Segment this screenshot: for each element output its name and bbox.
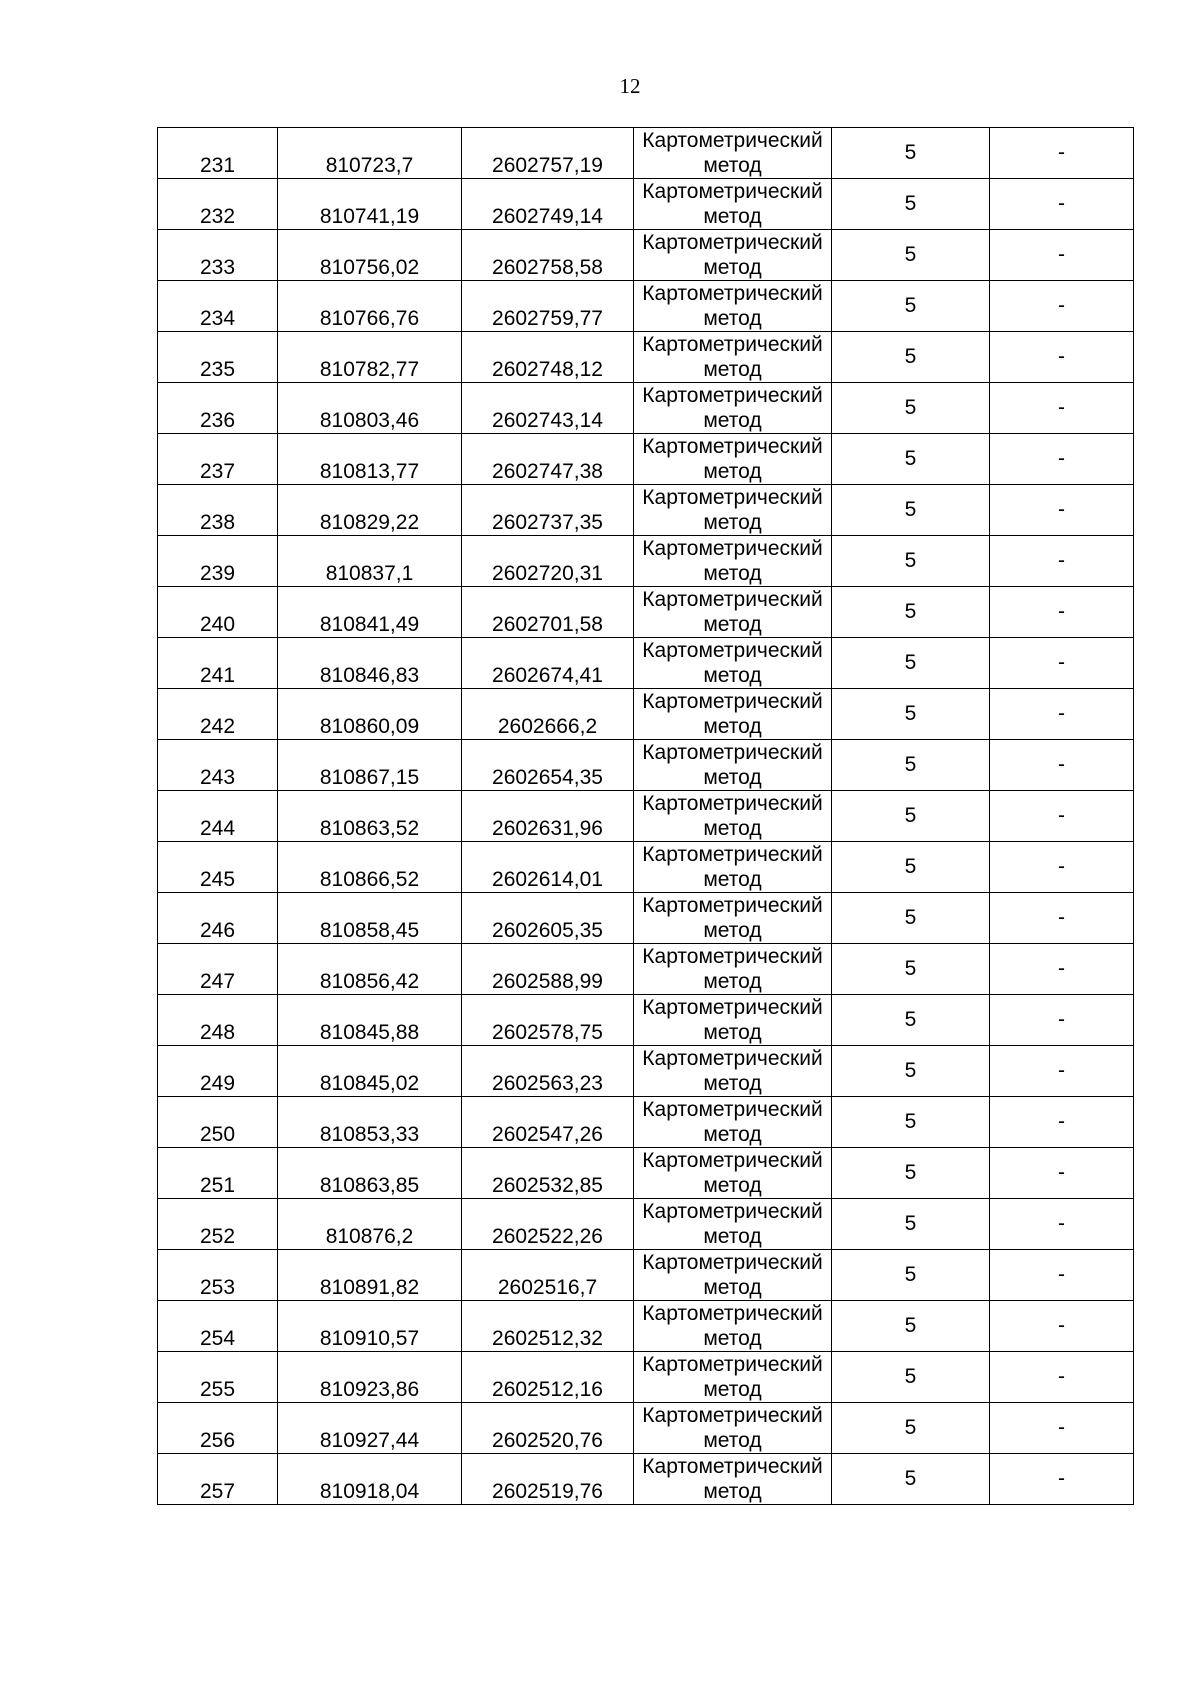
point-number-cell: 252 — [158, 1199, 278, 1250]
accuracy-cell: 5 — [832, 332, 990, 383]
accuracy-cell: 5 — [832, 944, 990, 995]
table-row — [158, 128, 1134, 179]
coordinate-x-cell: 810891,82 — [278, 1250, 462, 1301]
point-number-cell: 242 — [158, 689, 278, 740]
accuracy-cell: 5 — [832, 383, 990, 434]
method-cell — [634, 1046, 832, 1097]
coordinate-y-cell: 2602631,96 — [462, 791, 634, 842]
method-line-2: метод — [703, 562, 762, 585]
accuracy-cell: 5 — [832, 179, 990, 230]
coordinate-x-cell: 810813,77 — [278, 434, 462, 485]
table-row — [158, 638, 1134, 689]
method-cell — [634, 1148, 832, 1199]
accuracy-cell: 5 — [832, 791, 990, 842]
table-row — [158, 1046, 1134, 1097]
method-line-1: Картометрический — [642, 1353, 823, 1376]
point-number-cell: 237 — [158, 434, 278, 485]
method-cell — [634, 1250, 832, 1301]
table-row — [158, 740, 1134, 791]
method-cell — [634, 1352, 832, 1403]
method-line-1: Картометрический — [642, 537, 823, 560]
coordinate-x-cell: 810866,52 — [278, 842, 462, 893]
method-line-2: метод — [703, 1072, 762, 1095]
table-row — [158, 281, 1134, 332]
method-line-1: Картометрический — [642, 1251, 823, 1274]
accuracy-cell: 5 — [832, 893, 990, 944]
method-line-2: метод — [703, 1378, 762, 1401]
method-line-1: Картометрический — [642, 1047, 823, 1070]
table-row — [158, 230, 1134, 281]
coordinate-x-cell: 810841,49 — [278, 587, 462, 638]
coordinate-y-cell: 2602749,14 — [462, 179, 634, 230]
coordinate-x-cell: 810782,77 — [278, 332, 462, 383]
coordinate-y-cell: 2602605,35 — [462, 893, 634, 944]
method-cell — [634, 1199, 832, 1250]
coordinate-y-cell: 2602522,26 — [462, 1199, 634, 1250]
description-cell: - — [990, 587, 1134, 638]
table-row — [158, 383, 1134, 434]
method-cell — [634, 1097, 832, 1148]
accuracy-cell: 5 — [832, 281, 990, 332]
description-cell: - — [990, 434, 1134, 485]
method-line-2: метод — [703, 205, 762, 228]
description-cell: - — [990, 1301, 1134, 1352]
accuracy-cell: 5 — [832, 1097, 990, 1148]
method-line-2: метод — [703, 664, 762, 687]
method-cell — [634, 689, 832, 740]
accuracy-cell: 5 — [832, 1403, 990, 1454]
coordinate-y-cell: 2602759,77 — [462, 281, 634, 332]
description-cell: - — [990, 1148, 1134, 1199]
coordinate-y-cell: 2602563,23 — [462, 1046, 634, 1097]
method-cell — [634, 332, 832, 383]
method-line-1: Картометрический — [642, 1404, 823, 1427]
method-line-2: метод — [703, 613, 762, 636]
table-row — [158, 485, 1134, 536]
method-line-1: Картометрический — [642, 741, 823, 764]
coordinate-y-cell: 2602512,32 — [462, 1301, 634, 1352]
method-line-2: метод — [703, 1174, 762, 1197]
description-cell: - — [990, 281, 1134, 332]
method-line-1: Картометрический — [642, 486, 823, 509]
coordinate-x-cell: 810918,04 — [278, 1454, 462, 1505]
description-cell: - — [990, 995, 1134, 1046]
coordinate-x-cell: 810923,86 — [278, 1352, 462, 1403]
description-cell: - — [990, 536, 1134, 587]
method-line-2: метод — [703, 970, 762, 993]
method-line-2: метод — [703, 766, 762, 789]
coordinates-table — [157, 127, 1134, 1505]
coordinate-x-cell: 810741,19 — [278, 179, 462, 230]
description-cell: - — [990, 842, 1134, 893]
accuracy-cell: 5 — [832, 1046, 990, 1097]
point-number-cell: 250 — [158, 1097, 278, 1148]
method-line-2: метод — [703, 358, 762, 381]
coordinate-y-cell: 2602654,35 — [462, 740, 634, 791]
point-number-cell: 248 — [158, 995, 278, 1046]
method-line-1: Картометрический — [642, 384, 823, 407]
coordinate-x-cell: 810867,15 — [278, 740, 462, 791]
table-row — [158, 791, 1134, 842]
table-row — [158, 1454, 1134, 1505]
description-cell: - — [990, 1352, 1134, 1403]
method-cell — [634, 842, 832, 893]
table-row — [158, 1097, 1134, 1148]
coordinate-x-cell: 810845,02 — [278, 1046, 462, 1097]
accuracy-cell: 5 — [832, 1199, 990, 1250]
coordinate-x-cell: 810860,09 — [278, 689, 462, 740]
method-cell — [634, 995, 832, 1046]
description-cell: - — [990, 128, 1134, 179]
description-cell: - — [990, 1046, 1134, 1097]
description-cell: - — [990, 230, 1134, 281]
method-line-1: Картометрический — [642, 792, 823, 815]
coordinate-y-cell: 2602588,99 — [462, 944, 634, 995]
point-number-cell: 240 — [158, 587, 278, 638]
table-row — [158, 587, 1134, 638]
method-line-2: метод — [703, 1327, 762, 1350]
method-line-2: метод — [703, 511, 762, 534]
coordinate-x-cell: 810863,85 — [278, 1148, 462, 1199]
coordinate-y-cell: 2602747,38 — [462, 434, 634, 485]
method-line-2: метод — [703, 460, 762, 483]
method-line-2: метод — [703, 1123, 762, 1146]
coordinate-y-cell: 2602737,35 — [462, 485, 634, 536]
accuracy-cell: 5 — [832, 1148, 990, 1199]
coordinate-x-cell: 810853,33 — [278, 1097, 462, 1148]
accuracy-cell: 5 — [832, 587, 990, 638]
accuracy-cell: 5 — [832, 536, 990, 587]
accuracy-cell: 5 — [832, 230, 990, 281]
method-line-1: Картометрический — [642, 282, 823, 305]
method-line-1: Картометрический — [642, 180, 823, 203]
point-number-cell: 233 — [158, 230, 278, 281]
method-cell — [634, 230, 832, 281]
point-number-cell: 241 — [158, 638, 278, 689]
coordinate-x-cell: 810910,57 — [278, 1301, 462, 1352]
table-row — [158, 1352, 1134, 1403]
point-number-cell: 236 — [158, 383, 278, 434]
table-row — [158, 1199, 1134, 1250]
point-number-cell: 239 — [158, 536, 278, 587]
coordinate-x-cell: 810723,7 — [278, 128, 462, 179]
description-cell: - — [990, 179, 1134, 230]
method-cell — [634, 128, 832, 179]
description-cell: - — [990, 1097, 1134, 1148]
table-row — [158, 179, 1134, 230]
method-line-2: метод — [703, 919, 762, 942]
description-cell: - — [990, 791, 1134, 842]
coordinate-y-cell: 2602743,14 — [462, 383, 634, 434]
coordinate-x-cell: 810927,44 — [278, 1403, 462, 1454]
method-line-2: метод — [703, 1276, 762, 1299]
method-line-2: метод — [703, 307, 762, 330]
point-number-cell: 244 — [158, 791, 278, 842]
coordinate-y-cell: 2602614,01 — [462, 842, 634, 893]
accuracy-cell: 5 — [832, 1352, 990, 1403]
table-row — [158, 1250, 1134, 1301]
table-row — [158, 995, 1134, 1046]
method-line-2: метод — [703, 1225, 762, 1248]
method-line-1: Картометрический — [642, 333, 823, 356]
point-number-cell: 238 — [158, 485, 278, 536]
description-cell: - — [990, 485, 1134, 536]
point-number-cell: 232 — [158, 179, 278, 230]
method-line-2: метод — [703, 715, 762, 738]
method-line-1: Картометрический — [642, 1200, 823, 1223]
coordinate-y-cell: 2602758,58 — [462, 230, 634, 281]
point-number-cell: 254 — [158, 1301, 278, 1352]
coordinate-x-cell: 810837,1 — [278, 536, 462, 587]
table-row — [158, 689, 1134, 740]
method-cell — [634, 536, 832, 587]
accuracy-cell: 5 — [832, 1250, 990, 1301]
coordinate-y-cell: 2602547,26 — [462, 1097, 634, 1148]
method-line-1: Картометрический — [642, 435, 823, 458]
method-cell — [634, 485, 832, 536]
method-cell — [634, 944, 832, 995]
description-cell: - — [990, 740, 1134, 791]
description-cell: - — [990, 944, 1134, 995]
method-line-1: Картометрический — [642, 129, 823, 152]
point-number-cell: 231 — [158, 128, 278, 179]
coordinate-x-cell: 810856,42 — [278, 944, 462, 995]
method-cell — [634, 281, 832, 332]
point-number-cell: 256 — [158, 1403, 278, 1454]
description-cell: - — [990, 893, 1134, 944]
point-number-cell: 253 — [158, 1250, 278, 1301]
coordinate-y-cell: 2602532,85 — [462, 1148, 634, 1199]
method-line-2: метод — [703, 868, 762, 891]
description-cell: - — [990, 689, 1134, 740]
description-cell: - — [990, 1199, 1134, 1250]
coordinate-y-cell: 2602512,16 — [462, 1352, 634, 1403]
method-line-1: Картометрический — [642, 588, 823, 611]
table-row — [158, 842, 1134, 893]
method-cell — [634, 791, 832, 842]
point-number-cell: 243 — [158, 740, 278, 791]
method-line-1: Картометрический — [642, 639, 823, 662]
method-line-2: метод — [703, 1021, 762, 1044]
method-line-1: Картометрический — [642, 690, 823, 713]
table-row — [158, 893, 1134, 944]
method-line-1: Картометрический — [642, 843, 823, 866]
accuracy-cell: 5 — [832, 995, 990, 1046]
coordinate-x-cell: 810803,46 — [278, 383, 462, 434]
coordinate-x-cell: 810845,88 — [278, 995, 462, 1046]
coordinate-y-cell: 2602516,7 — [462, 1250, 634, 1301]
table-row — [158, 434, 1134, 485]
method-line-2: метод — [703, 256, 762, 279]
method-line-1: Картометрический — [642, 996, 823, 1019]
method-cell — [634, 179, 832, 230]
point-number-cell: 246 — [158, 893, 278, 944]
coordinate-y-cell: 2602701,58 — [462, 587, 634, 638]
description-cell: - — [990, 1250, 1134, 1301]
coordinate-x-cell: 810846,83 — [278, 638, 462, 689]
point-number-cell: 247 — [158, 944, 278, 995]
accuracy-cell: 5 — [832, 842, 990, 893]
table-row — [158, 944, 1134, 995]
table-row — [158, 332, 1134, 383]
page-number: 12 — [619, 74, 641, 98]
accuracy-cell: 5 — [832, 434, 990, 485]
method-line-2: метод — [703, 154, 762, 177]
table-row — [158, 536, 1134, 587]
coordinate-y-cell: 2602748,12 — [462, 332, 634, 383]
method-line-1: Картометрический — [642, 945, 823, 968]
table-row — [158, 1403, 1134, 1454]
coordinate-x-cell: 810858,45 — [278, 893, 462, 944]
description-cell: - — [990, 1403, 1134, 1454]
method-cell — [634, 383, 832, 434]
accuracy-cell: 5 — [832, 485, 990, 536]
method-cell — [634, 587, 832, 638]
method-line-2: метод — [703, 1429, 762, 1452]
point-number-cell: 251 — [158, 1148, 278, 1199]
table-row — [158, 1301, 1134, 1352]
point-number-cell: 255 — [158, 1352, 278, 1403]
coordinate-x-cell: 810863,52 — [278, 791, 462, 842]
description-cell: - — [990, 383, 1134, 434]
point-number-cell: 249 — [158, 1046, 278, 1097]
point-number-cell: 257 — [158, 1454, 278, 1505]
method-line-1: Картометрический — [642, 1455, 823, 1478]
method-cell — [634, 740, 832, 791]
accuracy-cell: 5 — [832, 689, 990, 740]
coordinate-y-cell: 2602720,31 — [462, 536, 634, 587]
accuracy-cell: 5 — [832, 638, 990, 689]
description-cell: - — [990, 1454, 1134, 1505]
accuracy-cell: 5 — [832, 1454, 990, 1505]
coordinate-y-cell: 2602666,2 — [462, 689, 634, 740]
method-line-1: Картометрический — [642, 1098, 823, 1121]
point-number-cell: 235 — [158, 332, 278, 383]
method-line-1: Картометрический — [642, 894, 823, 917]
method-cell — [634, 1454, 832, 1505]
coordinate-x-cell: 810756,02 — [278, 230, 462, 281]
method-cell — [634, 434, 832, 485]
method-line-2: метод — [703, 1480, 762, 1503]
coordinate-x-cell: 810829,22 — [278, 485, 462, 536]
method-cell — [634, 893, 832, 944]
coordinate-x-cell: 810876,2 — [278, 1199, 462, 1250]
method-line-2: метод — [703, 409, 762, 432]
method-cell — [634, 1301, 832, 1352]
coordinate-y-cell: 2602520,76 — [462, 1403, 634, 1454]
coordinate-y-cell: 2602757,19 — [462, 128, 634, 179]
coordinate-y-cell: 2602578,75 — [462, 995, 634, 1046]
accuracy-cell: 5 — [832, 1301, 990, 1352]
coordinate-x-cell: 810766,76 — [278, 281, 462, 332]
method-line-2: метод — [703, 817, 762, 840]
table-row — [158, 1148, 1134, 1199]
coordinate-y-cell: 2602674,41 — [462, 638, 634, 689]
point-number-cell: 234 — [158, 281, 278, 332]
accuracy-cell: 5 — [832, 740, 990, 791]
table-body — [158, 128, 1134, 1505]
method-line-1: Картометрический — [642, 231, 823, 254]
method-line-1: Картометрический — [642, 1302, 823, 1325]
method-line-1: Картометрический — [642, 1149, 823, 1172]
coordinate-y-cell: 2602519,76 — [462, 1454, 634, 1505]
description-cell: - — [990, 332, 1134, 383]
description-cell: - — [990, 638, 1134, 689]
method-cell — [634, 638, 832, 689]
point-number-cell: 245 — [158, 842, 278, 893]
method-cell — [634, 1403, 832, 1454]
accuracy-cell: 5 — [832, 128, 990, 179]
